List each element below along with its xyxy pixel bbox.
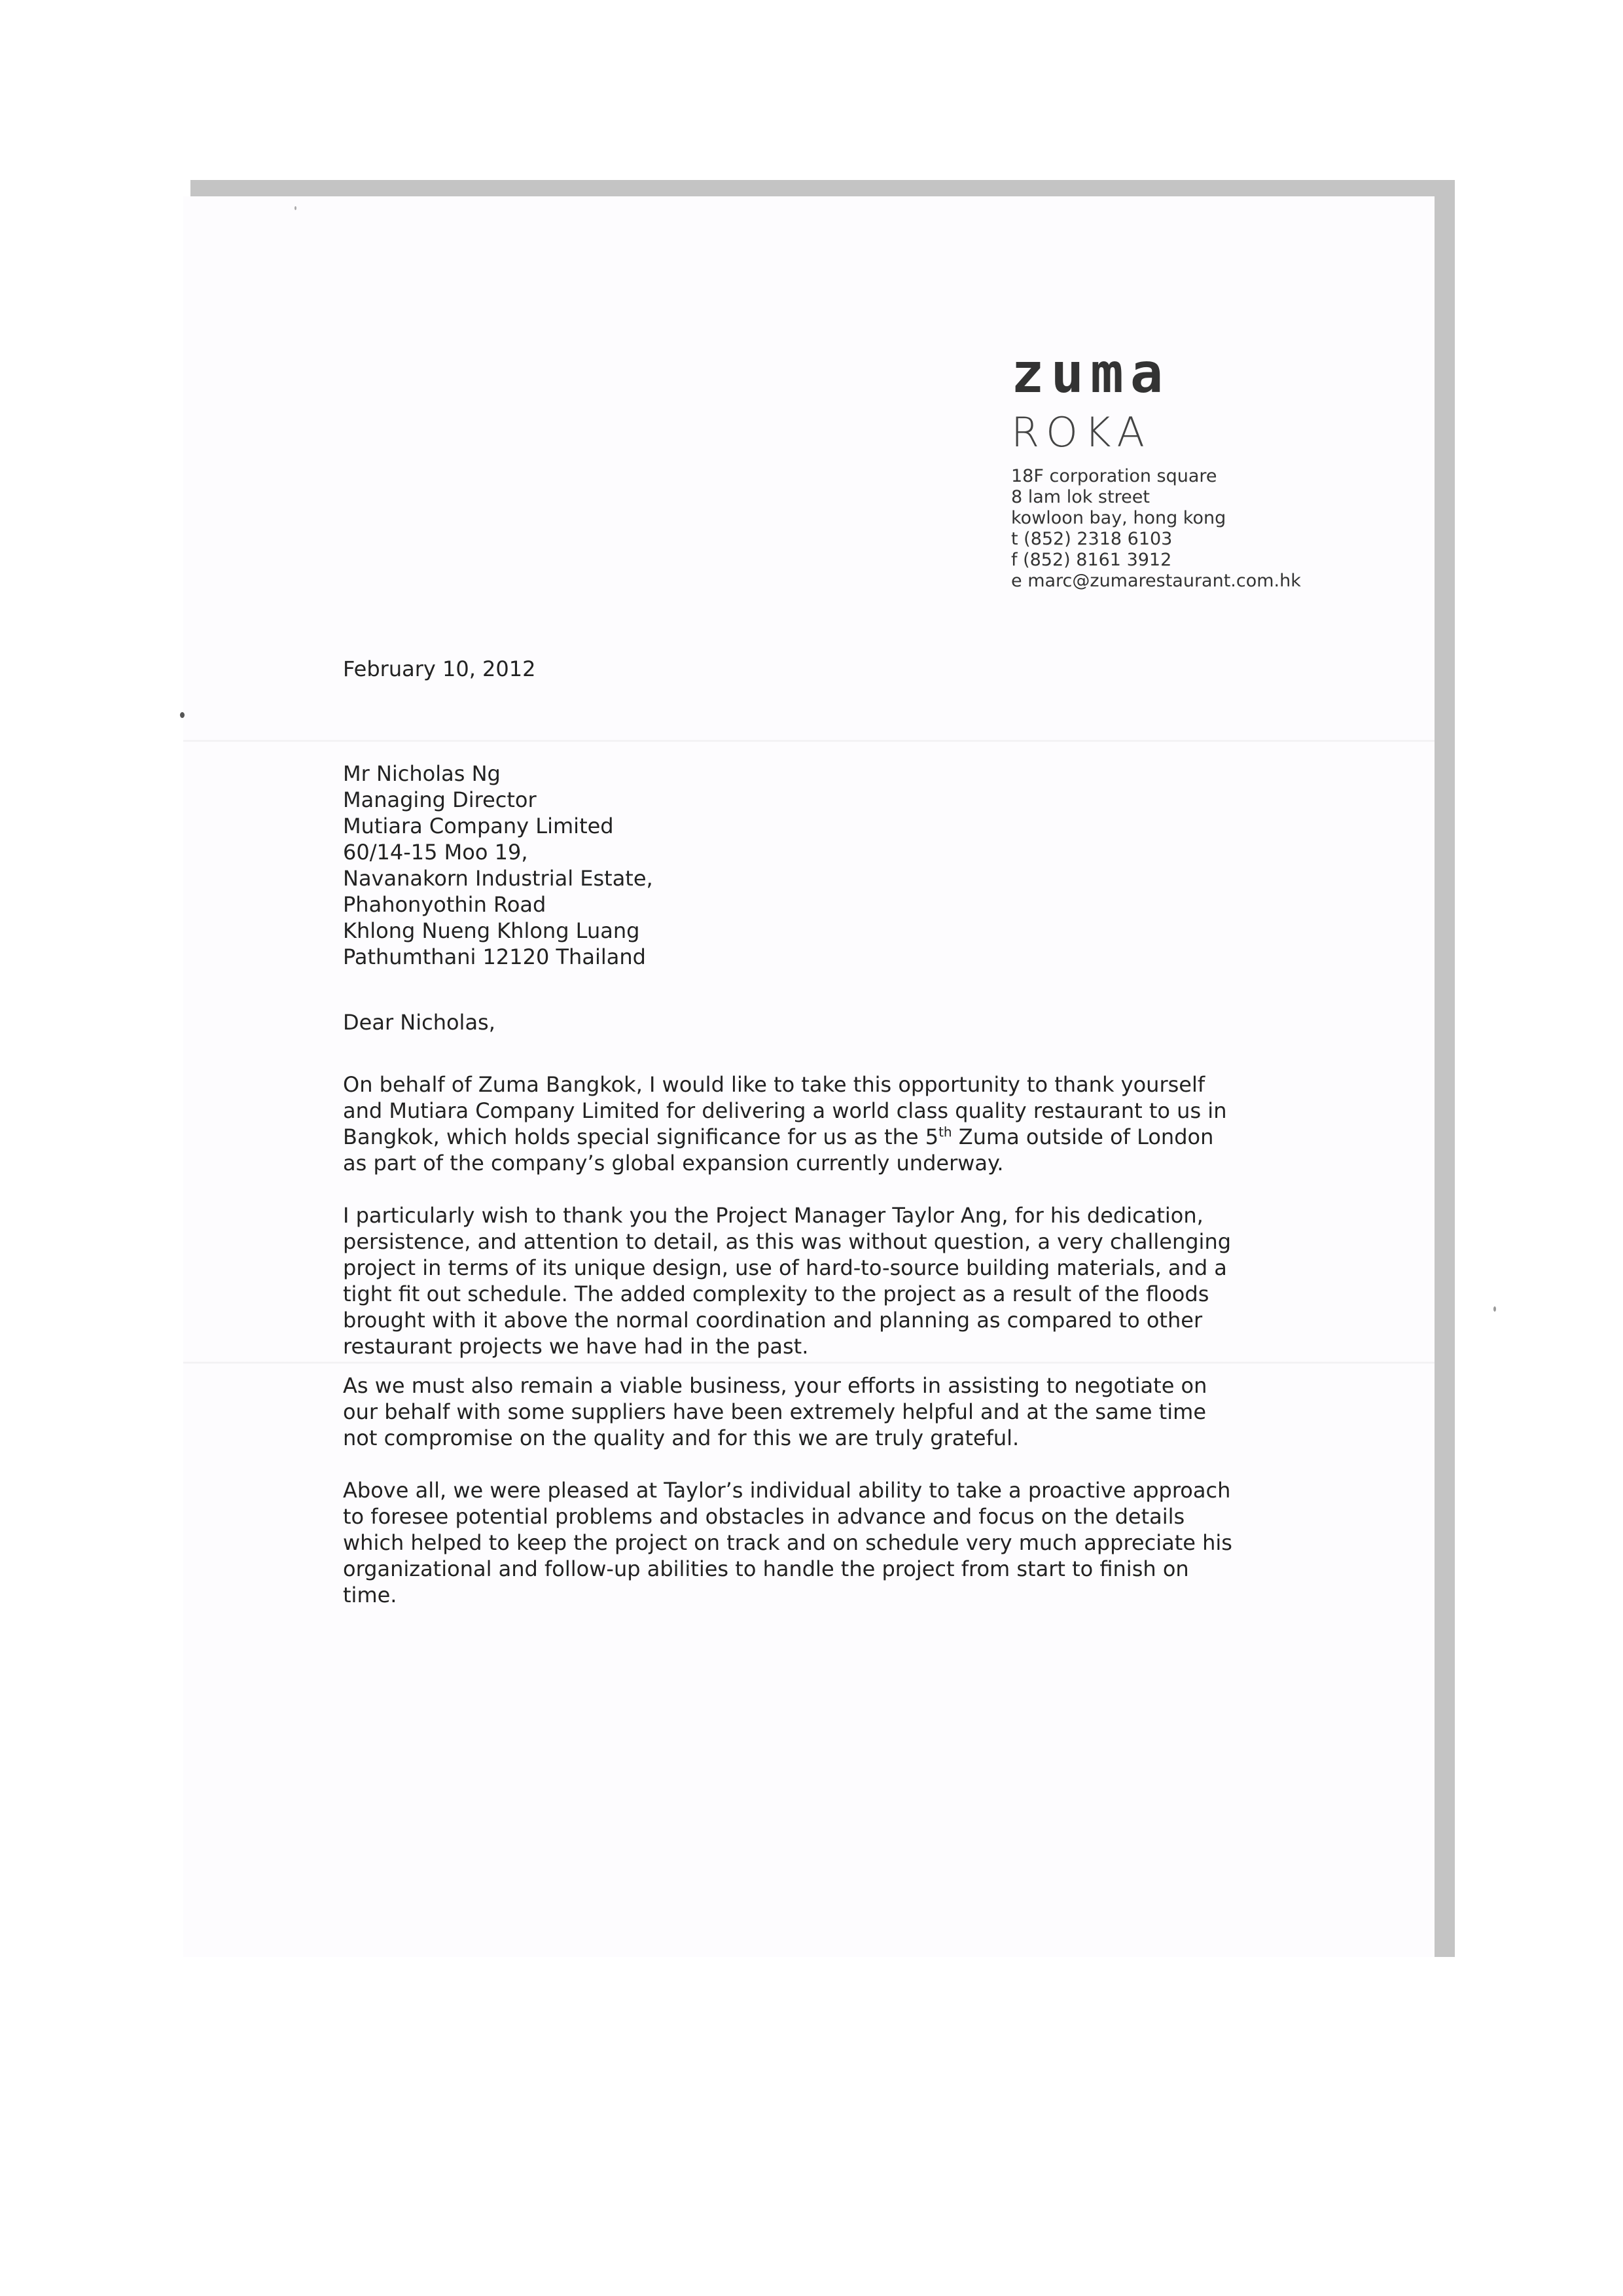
- scan-speck: [180, 712, 185, 718]
- paragraph-line: our behalf with some suppliers have been extremely helpful and at the same time: [343, 1399, 1207, 1424]
- paragraph-line: [343, 1124, 1266, 1150]
- paragraph-line: Above all, we were pleased at Taylor’s individual ability to take a proactive approach: [343, 1478, 1231, 1503]
- paragraph-text: Zuma outside of London: [952, 1124, 1214, 1149]
- scan-speck: [1493, 1306, 1496, 1312]
- recipient-line: Pathumthani 12120 Thailand: [343, 944, 646, 969]
- logo-zuma-wordmark: zuma: [1011, 341, 1170, 405]
- paragraph-line: brought with it above the normal coordination and planning as compared to other: [343, 1308, 1203, 1333]
- paragraph-line: and Mutiara Company Limited for delivering a world class quality restaurant to us in: [343, 1098, 1227, 1123]
- paragraph-line: organizational and follow-up abilities to handle the project from start to finish on: [343, 1556, 1189, 1581]
- paper-fold-line: [183, 740, 1435, 742]
- paper-fold-line: [183, 1361, 1435, 1364]
- paragraph-text: Bangkok, which holds special significance for us as the 5: [343, 1124, 939, 1149]
- paragraph-line: persistence, and attention to detail, as this was without question, a very challenging: [343, 1229, 1232, 1254]
- paragraph-line: As we must also remain a viable business, your efforts in assisting to negotiate on: [343, 1373, 1207, 1398]
- recipient-line: 60/14-15 Moo 19,: [343, 840, 528, 865]
- body-paragraph-3: [343, 1372, 1266, 1451]
- recipient-address: [343, 761, 653, 970]
- contact-line: 18F corporation square: [1011, 466, 1217, 486]
- zuma-roka-logo: [1011, 341, 1170, 459]
- paragraph-line: to foresee potential problems and obstacles in advance and focus on the details: [343, 1504, 1185, 1529]
- paragraph-line: as part of the company’s global expansion currently underway.: [343, 1151, 1004, 1175]
- letter-page: [183, 196, 1435, 1957]
- paragraph-line: tight fit out schedule. The added complexity to the project as a result of the floods: [343, 1282, 1209, 1306]
- contact-line: 8 lam lok street: [1011, 487, 1150, 507]
- salutation: Dear Nicholas,: [343, 1010, 495, 1035]
- body-paragraph-2: [343, 1202, 1266, 1359]
- recipient-line: Mr Nicholas Ng: [343, 761, 501, 786]
- letterhead-contact-block: [1011, 466, 1301, 592]
- contact-fax: f (852) 8161 3912: [1011, 550, 1172, 570]
- paragraph-line: restaurant projects we have had in the past.: [343, 1334, 809, 1359]
- logo-roka-wordmark: ROKA: [1011, 408, 1151, 456]
- ordinal-superscript: th: [938, 1124, 952, 1140]
- paragraph-line: I particularly wish to thank you the Project Manager Taylor Ang, for his dedication,: [343, 1203, 1204, 1228]
- scan-speck: [294, 206, 296, 210]
- recipient-line: Mutiara Company Limited: [343, 814, 614, 838]
- paragraph-line: which helped to keep the project on track and on schedule very much appreciate his: [343, 1530, 1232, 1555]
- body-paragraph-4: [343, 1477, 1266, 1608]
- contact-phone: t (852) 2318 6103: [1011, 529, 1173, 549]
- body-paragraph-1: [343, 1071, 1266, 1176]
- recipient-line: Managing Director: [343, 787, 537, 812]
- contact-line: kowloon bay, hong kong: [1011, 508, 1226, 528]
- paragraph-line: On behalf of Zuma Bangkok, I would like to take this opportunity to thank yourself: [343, 1072, 1205, 1097]
- recipient-line: Navanakorn Industrial Estate,: [343, 866, 653, 891]
- paragraph-line: time.: [343, 1583, 397, 1607]
- contact-email: e marc@zumarestaurant.com.hk: [1011, 571, 1301, 591]
- paragraph-line: project in terms of its unique design, use of hard-to-source building materials, and a: [343, 1255, 1227, 1280]
- letter-date: February 10, 2012: [343, 656, 536, 681]
- recipient-line: Khlong Nueng Khlong Luang: [343, 918, 640, 943]
- recipient-line: Phahonyothin Road: [343, 892, 546, 917]
- paragraph-line: not compromise on the quality and for this we are truly grateful.: [343, 1426, 1020, 1450]
